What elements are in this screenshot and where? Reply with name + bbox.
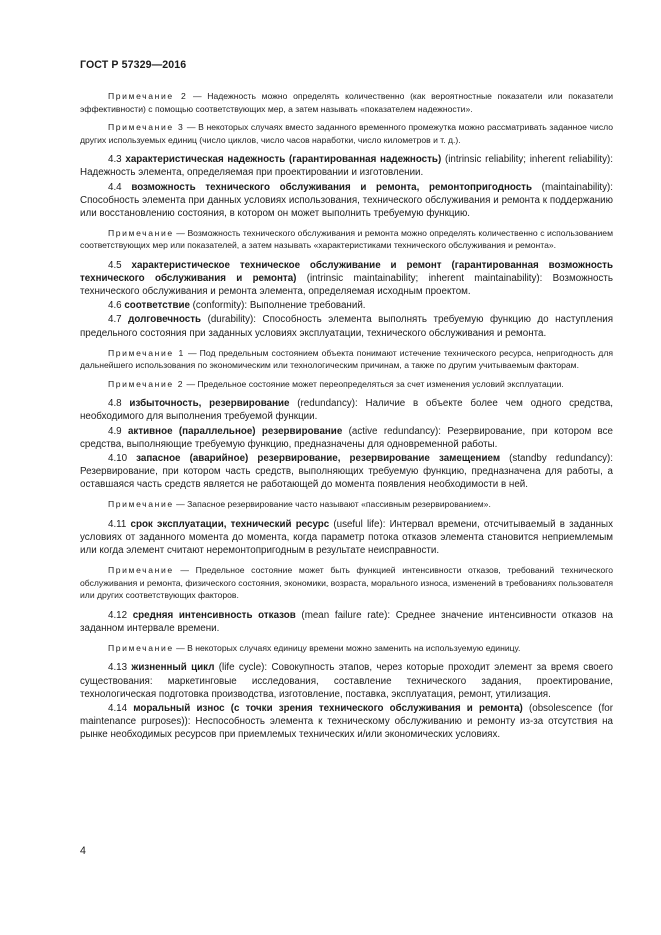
note-label: Примечание 2: [108, 378, 185, 389]
clause-number: 4.8: [108, 398, 130, 410]
clause-number: 4.7: [108, 314, 129, 326]
note-label: Примечание: [108, 499, 174, 510]
definition-4-3: [80, 153, 613, 179]
definition-text: (maintainability): Способность элемента при данных условиях использования, технического обслуживания и ремонта к поддержанию или восстановлению состояния, в котором он может выполнить требуемую функцию.: [80, 181, 614, 219]
document-header: ГОСТ Р 57329—2016: [80, 59, 187, 71]
definition-4-8: [80, 397, 613, 423]
definition-text: (life cycle): Совокупность этапов, через которые проходит элемент за время своего существования: маркетинговые исследования, составление технического задания, проектирование, технологическая подготовка производства, изготовление, поставка, эксплуатация, ремонт, утилизация.: [80, 662, 613, 700]
definition-4-12: [80, 609, 613, 635]
clause-number: 4.3: [108, 154, 126, 166]
definition-4-11: [80, 518, 613, 557]
term: избыточность, резервирование: [129, 398, 290, 410]
clause-number: 4.10: [108, 452, 137, 464]
definition-4-4: [80, 181, 613, 220]
definition-4-13: [80, 661, 613, 700]
term: характеристическое техническое обслуживание и ремонт (гарантированная возможность технического обслуживания и ремонта): [80, 260, 614, 285]
note-standby-redundancy: [80, 498, 613, 511]
document-body: [80, 90, 613, 742]
note-label: Примечание 1: [108, 347, 185, 358]
note-label: Примечание: [108, 227, 174, 238]
term: запасное (аварийное) резервирование, резервирование замещением: [136, 452, 501, 464]
definition-4-7: [80, 313, 613, 339]
note-time-unit: [80, 642, 613, 655]
term: долговечность: [128, 314, 202, 326]
clause-number: 4.11: [108, 518, 131, 530]
term: соответствие: [124, 300, 190, 312]
term: активное (параллельное) резервирование: [127, 425, 343, 437]
definition-text: (standby redundancy): Резервирование, при котором часть средств, выполняющих требуемую функцию, предназначена для работы, а оставшаяся часть средств является не работающей до момента появления необходимости в ней.: [80, 452, 614, 490]
clause-number: 4.9: [108, 425, 128, 437]
note-label: Примечание 3: [108, 122, 185, 133]
note-maintainability: [80, 227, 613, 252]
definition-text: (mean failure rate): Среднее значение интенсивности отказов на заданном интервале времени.: [80, 609, 613, 634]
note-text: — В некоторых случаях единицу времени можно заменить на используемую единицу.: [173, 642, 521, 653]
definition-text: (useful life): Интервал времени, отсчитываемый в заданных условиях от заданного момента до момента, когда параметр потока отказов элемента становится неприемлемым или когда элемент считают неремонтопригодным в результате неисправности.: [80, 518, 613, 556]
note-time-interval: [80, 121, 613, 146]
note-limit-state-2: [80, 378, 613, 391]
term: средняя интенсивность отказов: [132, 609, 296, 621]
term: жизненный цикл: [131, 662, 215, 674]
definition-text: (obsolescence (for maintenance purposes)): Неспособность элемента к техническому обслуживанию и ремонту из-за отсутствия на рынке необходимых ресурсов при приемлемых технических и/или экономических условиях.: [80, 702, 613, 740]
definition-text: (active redundancy): Резервирование, при котором все средства, выполняющие требуемую функцию, предназначены для одновременной работы.: [80, 425, 613, 450]
clause-number: 4.5: [108, 260, 132, 272]
note-label: Примечание 2: [108, 91, 188, 101]
clause-number: 4.14: [108, 702, 134, 714]
definition-4-14: [80, 702, 613, 741]
definition-text: (durability): Способность элемента выполнять требуемую функцию до наступления предельного состояния при заданных условиях эксплуатации, технического обслуживания и ремонта.: [80, 314, 614, 339]
definition-4-5: [80, 259, 613, 298]
note-text: — Запасное резервирование часто называют «пассивным резервированием».: [173, 499, 491, 510]
note-label: Примечание: [108, 642, 174, 653]
note-useful-life: [80, 564, 613, 602]
definition-text: (intrinsic maintainability; inherent maintainability): Возможность технического обслуживания и ремонта элемента, определяемая исходным проектом.: [80, 273, 613, 298]
definition-text: (intrinsic reliability; inherent reliability): Надежность элемента, определяемая при проектировании и изготовлении.: [80, 154, 614, 179]
definition-text: (redundancy): Наличие в объекте более чем одного средства, необходимого для выполнения требуемой функции.: [80, 398, 614, 423]
note-reliability-quantitative: [80, 90, 613, 115]
definition-text: (conformity): Выполнение требований.: [189, 300, 366, 312]
clause-number: 4.12: [108, 609, 133, 621]
definition-4-10: [80, 452, 613, 491]
definition-4-6: [80, 299, 613, 312]
clause-number: 4.4: [108, 181, 132, 193]
note-text: — Надежность можно определять количественно (как вероятностные показатели или показатели эффективности) с помощью соответствующих мер, а затем называть «показателем надежности».: [80, 91, 613, 114]
clause-number: 4.6: [108, 300, 125, 312]
definition-4-9: [80, 425, 613, 451]
page-number: 4: [80, 845, 86, 857]
note-text: — В некоторых случаях вместо заданного временного промежутка можно рассматривать заданное число других используемых единиц (число циклов, число часов наработки, число километров и т. д.).: [80, 122, 614, 145]
note-limit-state-1: [80, 347, 613, 372]
note-text: — Возможность технического обслуживания и ремонта можно определять количественно с использованием соответствующих мер или показателей, а затем называть «характеристиками технического обслуживания и ремонта».: [80, 227, 613, 251]
note-text: — Предельное состояние может быть функцией интенсивности отказов, требований технического обслуживания и ремонта, физического состояния, экономики, возраста, морального износа, изменений в требованиях пользователя или других соответствующих факторов.: [80, 564, 613, 601]
term: моральный износ (с точки зрения технического обслуживания и ремонта): [133, 702, 523, 714]
clause-number: 4.13: [108, 662, 132, 674]
term: возможность технического обслуживания и ремонта, ремонтопригодность: [131, 181, 532, 193]
note-label: Примечание: [108, 564, 174, 575]
note-text: — Под предельным состоянием объекта понимают истечение технического ресурса, непригодность для дальнейшего использования по экономическим или технологическим причинам, а также по другим учитываемым факторам.: [80, 347, 613, 371]
term: характеристическая надежность (гарантированная надежность): [125, 154, 442, 166]
term: срок эксплуатации, технический ресурс: [130, 518, 330, 530]
note-text: — Предельное состояние может переопределяться за счет изменения условий эксплуатации.: [184, 378, 564, 389]
